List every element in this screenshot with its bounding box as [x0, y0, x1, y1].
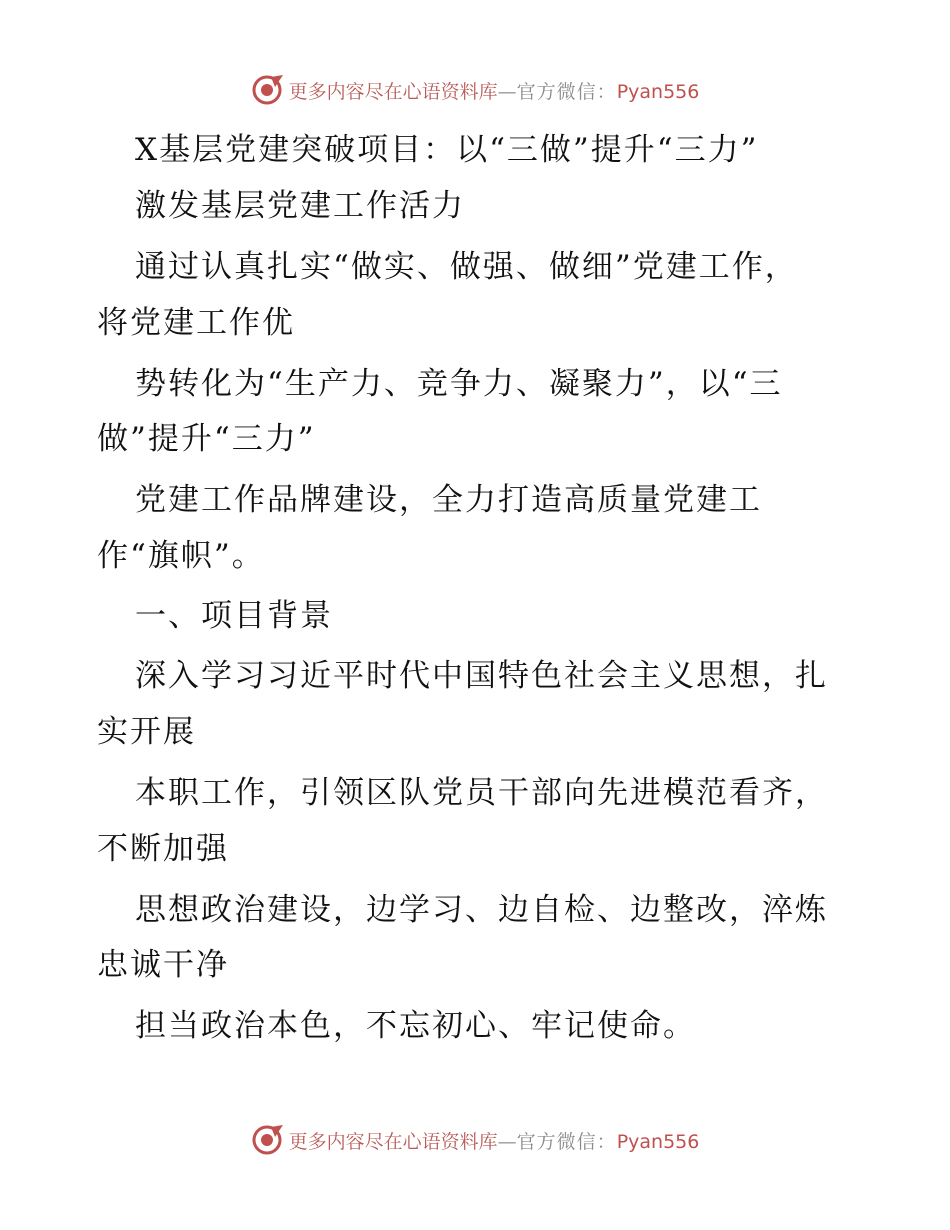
- paragraph-line: 势转化为“生产力、竞争力、凝聚力”，以“三: [135, 366, 783, 402]
- paragraph-line: 本职工作，引领区队党员干部向先进模范看齐，: [135, 775, 828, 811]
- pen-logo-icon: [251, 73, 285, 107]
- paragraph-line: 实开展: [97, 714, 196, 750]
- watermark-text: 更多内容尽在心语资料库—官方微信：Pyan556: [288, 80, 700, 103]
- paragraph-line: 深入学习习近平时代中国特色社会主义思想，扎: [135, 658, 828, 694]
- footer-watermark: [0, 1120, 950, 1160]
- paragraph-line: 作“旗帜”。: [97, 538, 265, 574]
- paragraph-line: 做”提升“三力”: [97, 421, 316, 457]
- paragraph-line: 担当政治本色，不忘初心、牢记使命。: [135, 1008, 696, 1044]
- title-line-2: 激发基层党建工作活力: [135, 188, 465, 224]
- paragraph-line: 思想政治建设，边学习、边自检、边整改，淬炼: [135, 892, 828, 928]
- paragraph-line: 将党建工作优: [97, 305, 295, 341]
- title-line-1: X基层党建突破项目：以“三做”提升“三力”: [135, 132, 759, 168]
- paragraph-line: 党建工作品牌建设，全力打造高质量党建工: [135, 482, 762, 518]
- paragraph-line: 不断加强: [97, 831, 229, 867]
- paragraph-line: 通过认真扎实“做实、做强、做细”党建工作，: [135, 249, 798, 285]
- watermark-text: 更多内容尽在心语资料库—官方微信：Pyan556: [288, 1130, 700, 1153]
- section-heading: 一、项目背景: [135, 598, 333, 634]
- paragraph-line: 忠诚干净: [97, 947, 229, 983]
- pen-logo-icon: [251, 1123, 285, 1157]
- header-watermark: [0, 70, 950, 110]
